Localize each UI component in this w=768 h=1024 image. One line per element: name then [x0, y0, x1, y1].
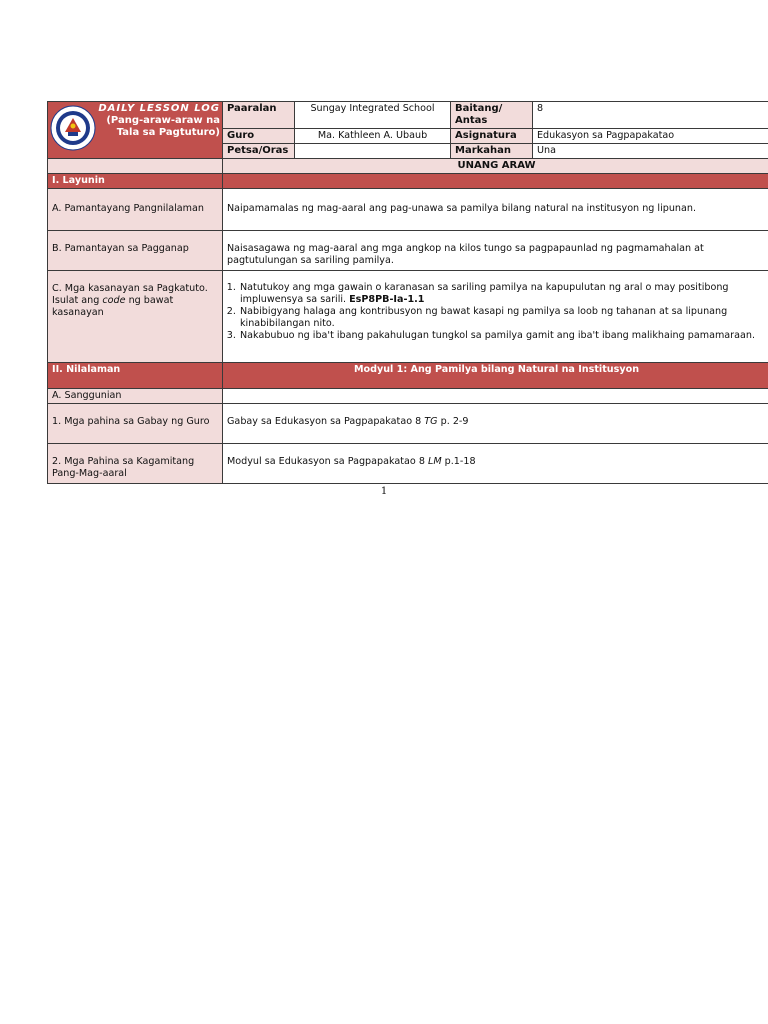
markahan-value: Una — [533, 144, 768, 159]
daily-lesson-log-table — [47, 101, 768, 484]
petsa-value — [295, 144, 451, 159]
row-b-value: Naisasagawa ng mag-aaral ang mga angkop na kilos tungo sa pagpapaunlad ng pagmamahalan at pagtutulungan sa sariling pamilya. — [223, 231, 768, 271]
row-a-value: Naipamamalas ng mag-aaral ang pag-unawa sa pamilya bilang natural na institusyon ng lipunan. — [223, 189, 768, 231]
row-c-label-tail: ng bawat kasanayan — [52, 295, 174, 318]
asignatura-label: Asignatura — [451, 129, 533, 144]
kagamitan-text: Modyul sa Edukasyon sa Pagpapakatao 8 — [227, 456, 428, 467]
gabay-pages: p. 2-9 — [437, 416, 469, 427]
kagamitan-label: 2. Mga Pahina sa Kagamitang Pang-Mag-aaral — [48, 444, 223, 484]
objective-item: 2. Nabibigyang halaga ang kontribusyon ng bawat kasapi ng pamilya sa loob ng tahanan at sa lipunang kinabibilangan nito. — [239, 306, 766, 330]
day-label: UNANG ARAW — [223, 159, 768, 174]
row-a-label: A. Pamantayang Pangnilalaman — [48, 189, 223, 231]
guro-value: Ma. Kathleen A. Ubaub — [295, 129, 451, 144]
section-layunin-fill — [223, 174, 768, 189]
row-c-label — [48, 271, 223, 363]
objective-item: 3. Nakabubuo ng iba't ibang pakahulugan tungkol sa pamilya gamit ang iba't ibang malikhaing pamamaraan. — [239, 330, 766, 342]
document-title — [98, 103, 220, 139]
gabay-label: 1. Mga pahina sa Gabay ng Guro — [48, 404, 223, 444]
objective-1-text: Natutukoy ang mga gawain o karanasan sa sariling pamilya na kapupulutan ng aral o may positibong impluwensya sa sarili. — [240, 282, 729, 305]
deped-seal-icon — [50, 105, 96, 151]
objective-1-code: EsP8PB-Ia-1.1 — [349, 294, 425, 305]
sanggunian-value — [223, 389, 768, 404]
row-c-label-text: C. Mga kasanayan sa Pagkatuto. Isulat ang — [52, 283, 208, 306]
guro-label: Guro — [223, 129, 295, 144]
objectives-list — [227, 282, 766, 342]
objective-item — [239, 282, 766, 306]
nilalaman-value: Modyul 1: Ang Pamilya bilang Natural na Institusyon — [223, 363, 768, 389]
kagamitan-lm: LM — [427, 456, 442, 467]
section-layunin: I. Layunin — [48, 174, 223, 189]
page-number: 1 — [380, 486, 388, 497]
title-cell — [48, 102, 223, 159]
baitang-value: 8 — [533, 102, 768, 129]
title-line-1: DAILY LESSON LOG — [98, 103, 220, 114]
kagamitan-pages: p.1-18 — [441, 456, 476, 467]
paaralan-value: Sungay Integrated School — [295, 102, 451, 129]
gabay-tg: TG — [424, 416, 438, 427]
row-b-label: B. Pamantayan sa Pagganap — [48, 231, 223, 271]
kagamitan-value — [223, 444, 768, 484]
asignatura-value: Edukasyon sa Pagpapakatao — [533, 129, 768, 144]
markahan-label: Markahan — [451, 144, 533, 159]
row-c-value — [223, 271, 768, 363]
title-line-3: Tala sa Pagtuturo) — [116, 127, 220, 138]
paaralan-label: Paaralan — [223, 102, 295, 129]
title-line-2: (Pang-araw-araw na — [106, 115, 220, 126]
sanggunian-label: A. Sanggunian — [48, 389, 223, 404]
petsa-label: Petsa/Oras — [223, 144, 295, 159]
baitang-label: Baitang/ Antas — [451, 102, 533, 129]
gabay-value — [223, 404, 768, 444]
gabay-text: Gabay sa Edukasyon sa Pagpapakatao 8 — [227, 416, 425, 427]
section-nilalaman: II. Nilalaman — [48, 363, 223, 389]
row-c-label-code: code — [102, 295, 126, 306]
day-blank-cell — [48, 159, 223, 174]
